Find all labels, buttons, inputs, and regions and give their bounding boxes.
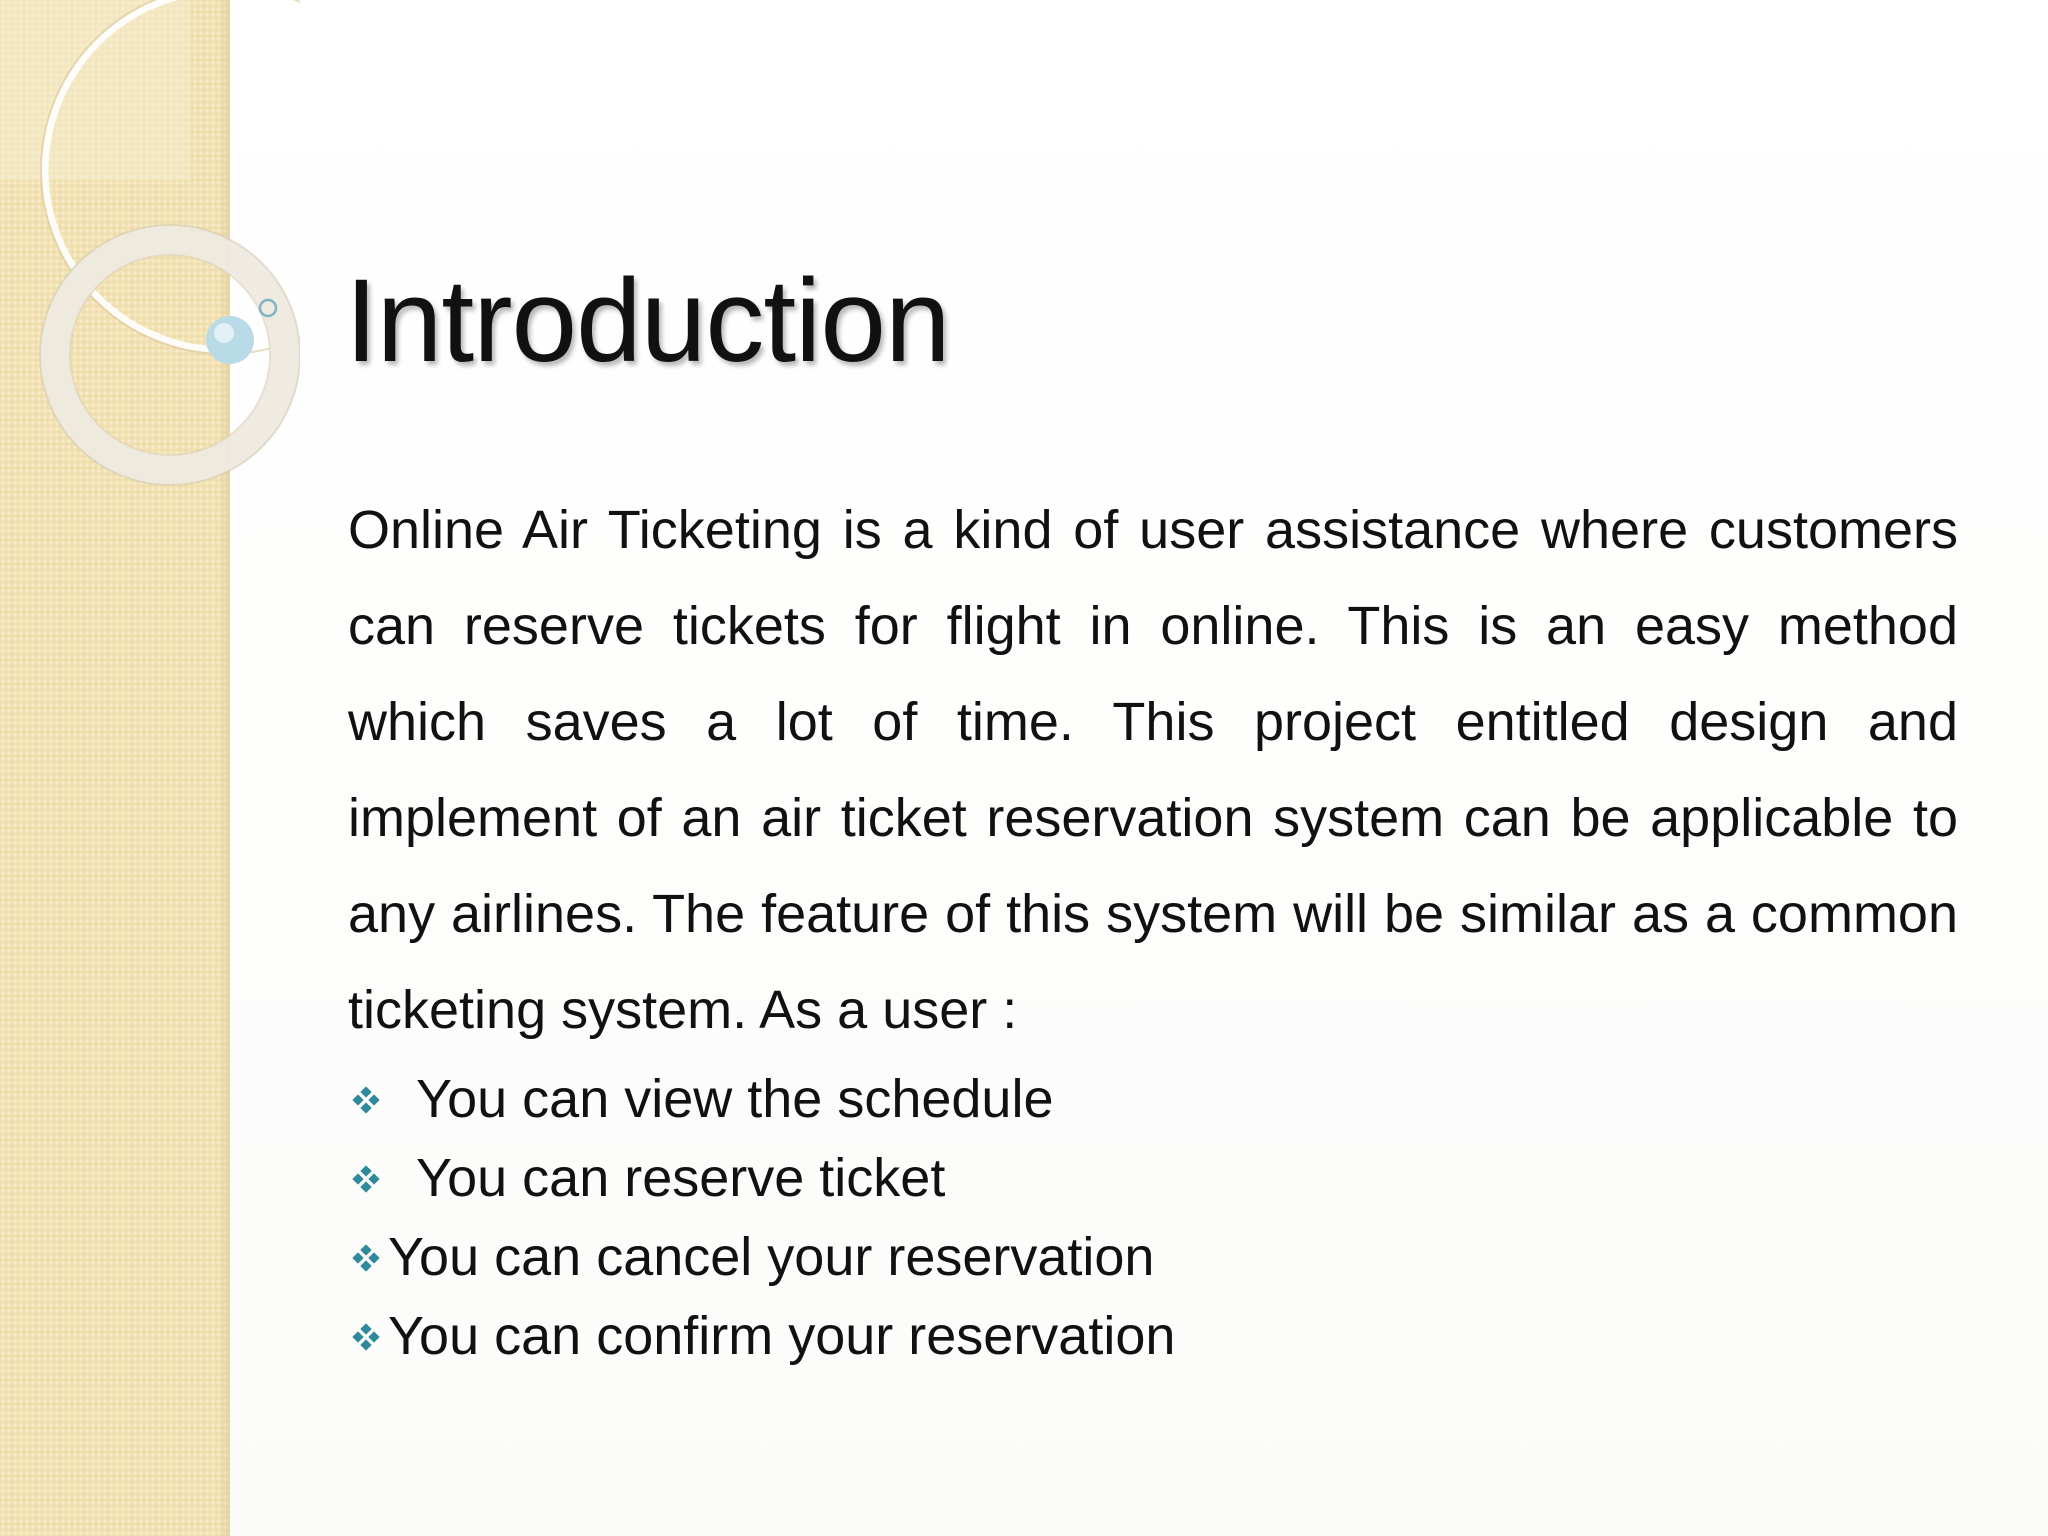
slide-title: Introduction [345, 255, 950, 387]
bubble-large-icon [206, 316, 254, 364]
diamond-bullet-icon [348, 1161, 384, 1197]
list-item-text: You can confirm your reservation [388, 1306, 1176, 1366]
feature-list [348, 1060, 1175, 1376]
list-item-text: You can cancel your reservation [388, 1227, 1155, 1287]
list-item-text: You can view the schedule [402, 1069, 1054, 1129]
diamond-bullet-icon [348, 1082, 384, 1118]
diamond-bullet-icon [348, 1319, 384, 1355]
intro-paragraph: Online Air Ticketing is a kind of user assistance where customers can reserve tickets for flight in online. This is an easy method which saves a lot of time. This project entitled design and implement of an air ticket reservation system can be applicable to any airlines. The feature of this system will be similar as a common ticketing system. As a user : [348, 500, 1958, 1040]
list-item [348, 1218, 1175, 1297]
list-item [348, 1060, 1175, 1139]
list-item-text: You can reserve ticket [402, 1148, 946, 1208]
list-item [348, 1139, 1175, 1218]
decorative-circles [0, 0, 300, 520]
list-item [348, 1297, 1175, 1376]
diamond-bullet-icon [348, 1240, 384, 1276]
